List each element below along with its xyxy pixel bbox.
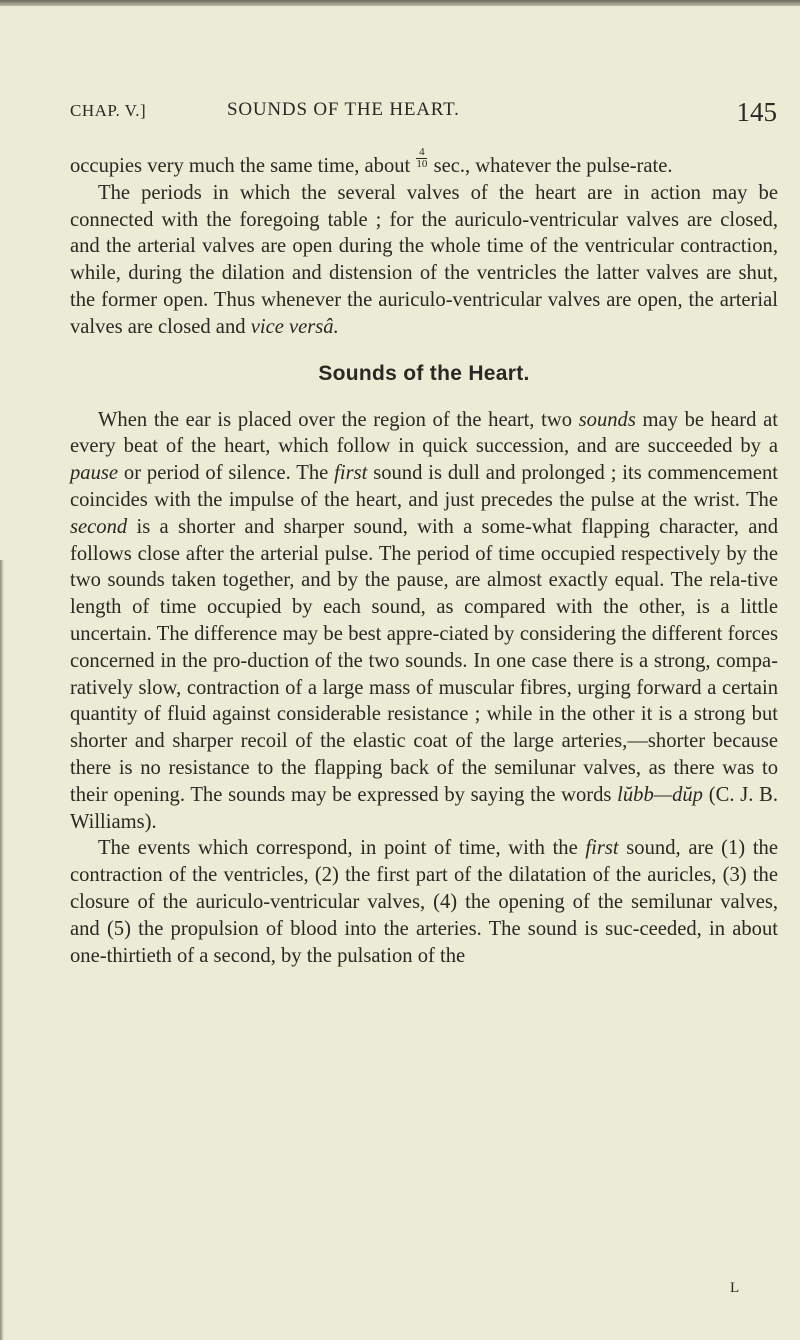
italic-phrase: vice versâ. <box>250 315 339 338</box>
italic-term: lŭbb—dŭp <box>617 783 703 806</box>
signature-mark: L <box>730 1280 740 1296</box>
paragraph-text: The events which correspond, in point of time, with the <box>98 837 586 860</box>
paragraph-text: may be heard at every beat of the heart, which follow in quick succession, and are succeeded by a <box>70 408 778 458</box>
paragraph-events <box>70 835 778 969</box>
page-body <box>70 147 778 969</box>
italic-term: second <box>70 515 128 538</box>
paragraph-text: sound, are (1) the contraction of the ventricles, (2) the first part of the dilatation of the auricles, (3) the closure of the auriculo-ventricular valves, (4) the opening of the semilunar valves, and (5) the propulsion of blood into the arteries. The sound is suc-ceeded, in about one-thirtieth of a second, by the pulsation of the <box>70 837 778 967</box>
running-title: SOUNDS OF THE HEART. <box>227 99 460 120</box>
fraction <box>416 147 427 170</box>
fraction-denominator: 10 <box>416 158 428 170</box>
paragraph-valves <box>70 180 778 341</box>
gutter-shadow <box>0 560 4 1340</box>
chapter-label: CHAP. V.] <box>70 101 147 120</box>
paragraph-text: When the ear is placed over the region of the heart, two <box>98 408 579 431</box>
paragraph-text: sound is dull and prolonged ; its commencement coincides with the impulse of the heart, and just precedes the pulse at the wrist. The <box>70 462 778 511</box>
paragraph-sounds <box>70 407 778 836</box>
section-heading: Sounds of the Heart. <box>318 361 530 385</box>
fraction-numerator: 4 <box>416 147 427 159</box>
paragraph-text: sec., whatever the pulse-rate. <box>428 155 673 177</box>
paragraph-text: or period of silence. The <box>118 462 335 485</box>
paragraph-text: occupies very much the same time, about <box>70 155 416 177</box>
italic-term: first <box>334 462 368 485</box>
paragraph-text: (C. J. B. Williams). <box>70 783 778 833</box>
italic-term: first <box>585 837 619 860</box>
running-head <box>70 95 778 127</box>
italic-term: pause <box>70 462 119 485</box>
page-number: 145 <box>736 97 777 127</box>
paragraph-text: is a shorter and sharper sound, with a some-what flapping character, and follows close after the arterial pulse. The period of time occupied respectively by the two sounds taken together, and by the pause, are almost exactly equal. The rela-tive length of time occupied by each sound, as compared with the other, is a little uncertain. The difference may be best appre-ciated by considering the different forces concerned in the pro-duction of the two sounds. In one case there is a strong, compa-ratively slow, contraction of a large mass of muscular fibres, urging forward a certain quantity of fluid against considerable resistance ; while in the other it is a strong but shorter and sharper recoil of the elastic coat of the large arteries,—shorter because there is no resistance to the flapping back of the semilunar valves, as there was to their opening. The sounds may be expressed by saying the words <box>70 515 778 806</box>
paragraph-text: The periods in which the several valves of the heart are in action may be connected with the foregoing table ; for the auriculo-ventricular valves are closed, and the arterial valves are open during the whole time of the ventricular contraction, while, during the dilation and distension of the ventricles the latter valves are shut, the former open. Thus whenever the auriculo-ventricular valves are open, the arterial valves are closed and <box>70 181 778 338</box>
italic-term: sounds <box>578 408 636 431</box>
paragraph-continued <box>70 147 778 180</box>
top-edge-shadow <box>0 0 800 6</box>
